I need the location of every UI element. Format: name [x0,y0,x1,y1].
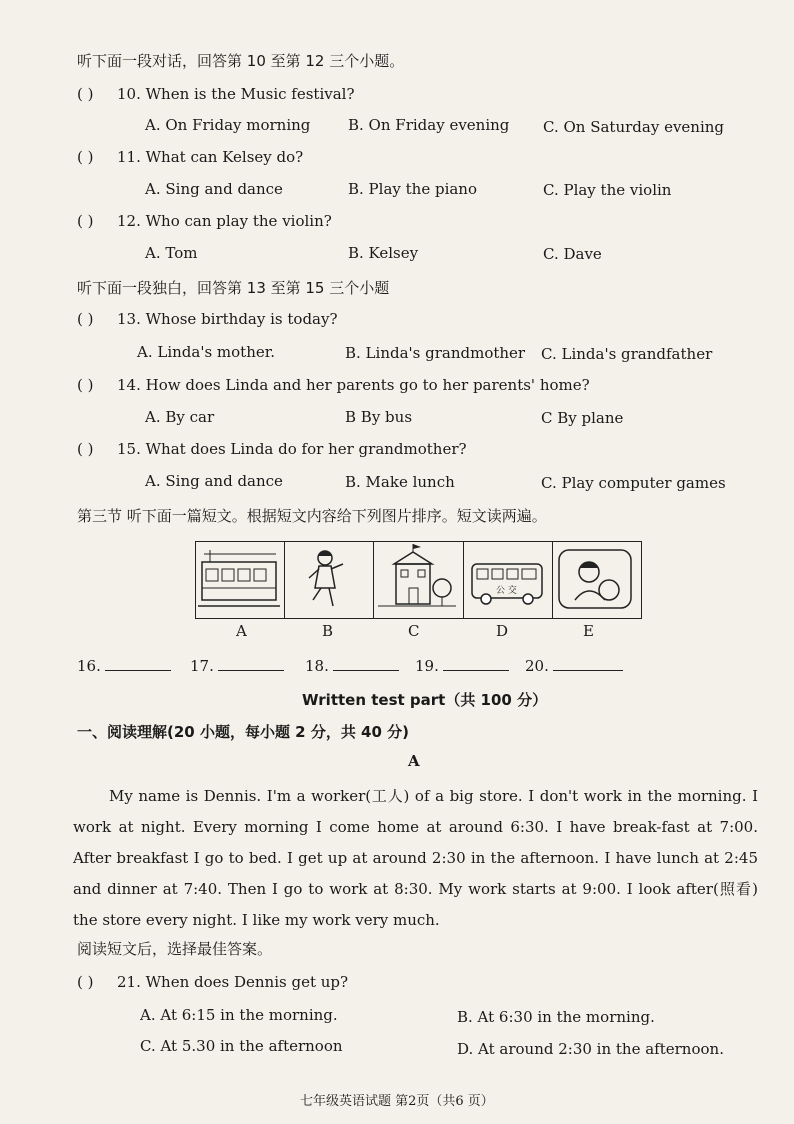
question-14-option-c[interactable]: C By plane [541,409,624,427]
question-15-option-c[interactable]: C. Play computer games [541,474,726,492]
question-15-paren[interactable]: ( ) [77,440,94,458]
question-11-option-a[interactable]: A. Sing and dance [145,180,283,198]
question-21-option-d[interactable]: D. At around 2:30 in the afternoon. [457,1040,724,1058]
question-14-option-b[interactable]: B By bus [345,408,413,426]
girl-dancing-icon [285,542,374,618]
question-13-option-a[interactable]: A. Linda's mother. [137,343,276,361]
question-21-stem: 21. When does Dennis get up? [117,973,349,991]
question-15-option-b[interactable]: B. Make lunch [345,473,455,491]
question-21-option-a[interactable]: A. At 6:15 in the morning. [140,1006,338,1024]
question-12-option-b[interactable]: B. Kelsey [348,244,419,262]
question-21-option-c[interactable]: C. At 5.30 in the afternoon [140,1037,343,1055]
question-14-stem: 14. How does Linda and her parents go to her parents' home? [117,376,590,394]
reading-title: 一、阅读理解(20 小题，每小题 2 分，共 40 分) [77,723,410,741]
question-10-option-a[interactable]: A. On Friday morning [145,116,311,134]
question-12-option-c[interactable]: C. Dave [543,245,602,263]
question-21-paren[interactable]: ( ) [77,973,94,991]
question-13-stem: 13. Whose birthday is today? [117,310,338,328]
bus-icon [464,542,553,618]
written-title: Written test part（共 100 分） [302,691,548,709]
question-13-paren[interactable]: ( ) [77,310,94,328]
building-icon [374,542,463,618]
question-12-option-a[interactable]: A. Tom [145,244,198,262]
question-12-stem: 12. Who can play the violin? [117,212,332,230]
reading-instruction: 阅读短文后，选择最佳答案。 [77,940,273,958]
picture-strip [195,541,642,619]
page-footer: 七年级英语试题 第2页（共6 页） [300,1094,494,1109]
question-14-paren[interactable]: ( ) [77,376,94,394]
bus-sign-text: 公 交 [495,586,517,596]
question-11-stem: 11. What can Kelsey do? [117,148,304,166]
question-14-option-a[interactable]: A. By car [145,408,215,426]
question-10-option-b[interactable]: B. On Friday evening [348,116,510,134]
question-12-paren[interactable]: ( ) [77,212,94,230]
blank-20[interactable]: 20. [525,657,623,675]
picture-label-b: B [322,622,334,640]
monologue-intro: 听下面一段独白，回答第 13 至第 15 三个小题 [77,279,390,297]
question-10-option-c[interactable]: C. On Saturday evening [543,118,725,136]
blank-18[interactable]: 18. [305,657,399,675]
question-13-option-b[interactable]: B. Linda's grandmother [345,344,526,362]
question-11-option-c[interactable]: C. Play the violin [543,181,672,199]
question-10-paren[interactable]: ( ) [77,85,94,103]
question-10-stem: 10. When is the Music festival? [117,85,355,103]
picture-label-a: A [236,622,247,640]
question-21-option-b[interactable]: B. At 6:30 in the morning. [457,1008,655,1026]
picture-label-d: D [496,622,509,640]
question-11-paren[interactable]: ( ) [77,148,94,166]
picture-label-c: C [408,622,420,640]
passage-label: A [408,752,420,770]
train-icon [196,542,285,618]
reading-passage: My name is Dennis. I'm a worker(工人) of a big store. I don't work in the morning. I work at night. Every morning I come home at around 6:30. I have break-fast at 7:00. After breakfast I go to bed. I get up at around 2:30 in the afternoon. I have lunch at 2:45 and dinner at 7:40. Then I go to work at 8:30. My work starts at 9:00. I look after(照看) the store every night. I like my work very much. [73,787,758,929]
blank-16[interactable]: 16. [77,657,171,675]
dialogue-intro: 听下面一段对话，回答第 10 至第 12 三个小题。 [77,52,405,70]
picture-label-e: E [583,622,594,640]
blank-19[interactable]: 19. [415,657,509,675]
question-11-option-b[interactable]: B. Play the piano [348,180,478,198]
question-15-stem: 15. What does Linda do for her grandmother? [117,440,467,458]
blank-17[interactable]: 17. [190,657,284,675]
question-15-option-a[interactable]: A. Sing and dance [145,472,283,490]
question-13-option-c[interactable]: C. Linda's grandfather [541,345,713,363]
section3-title: 第三节 听下面一篇短文。根据短文内容给下列图片排序。短文读两遍。 [77,507,547,525]
driver-car-icon [553,542,641,618]
